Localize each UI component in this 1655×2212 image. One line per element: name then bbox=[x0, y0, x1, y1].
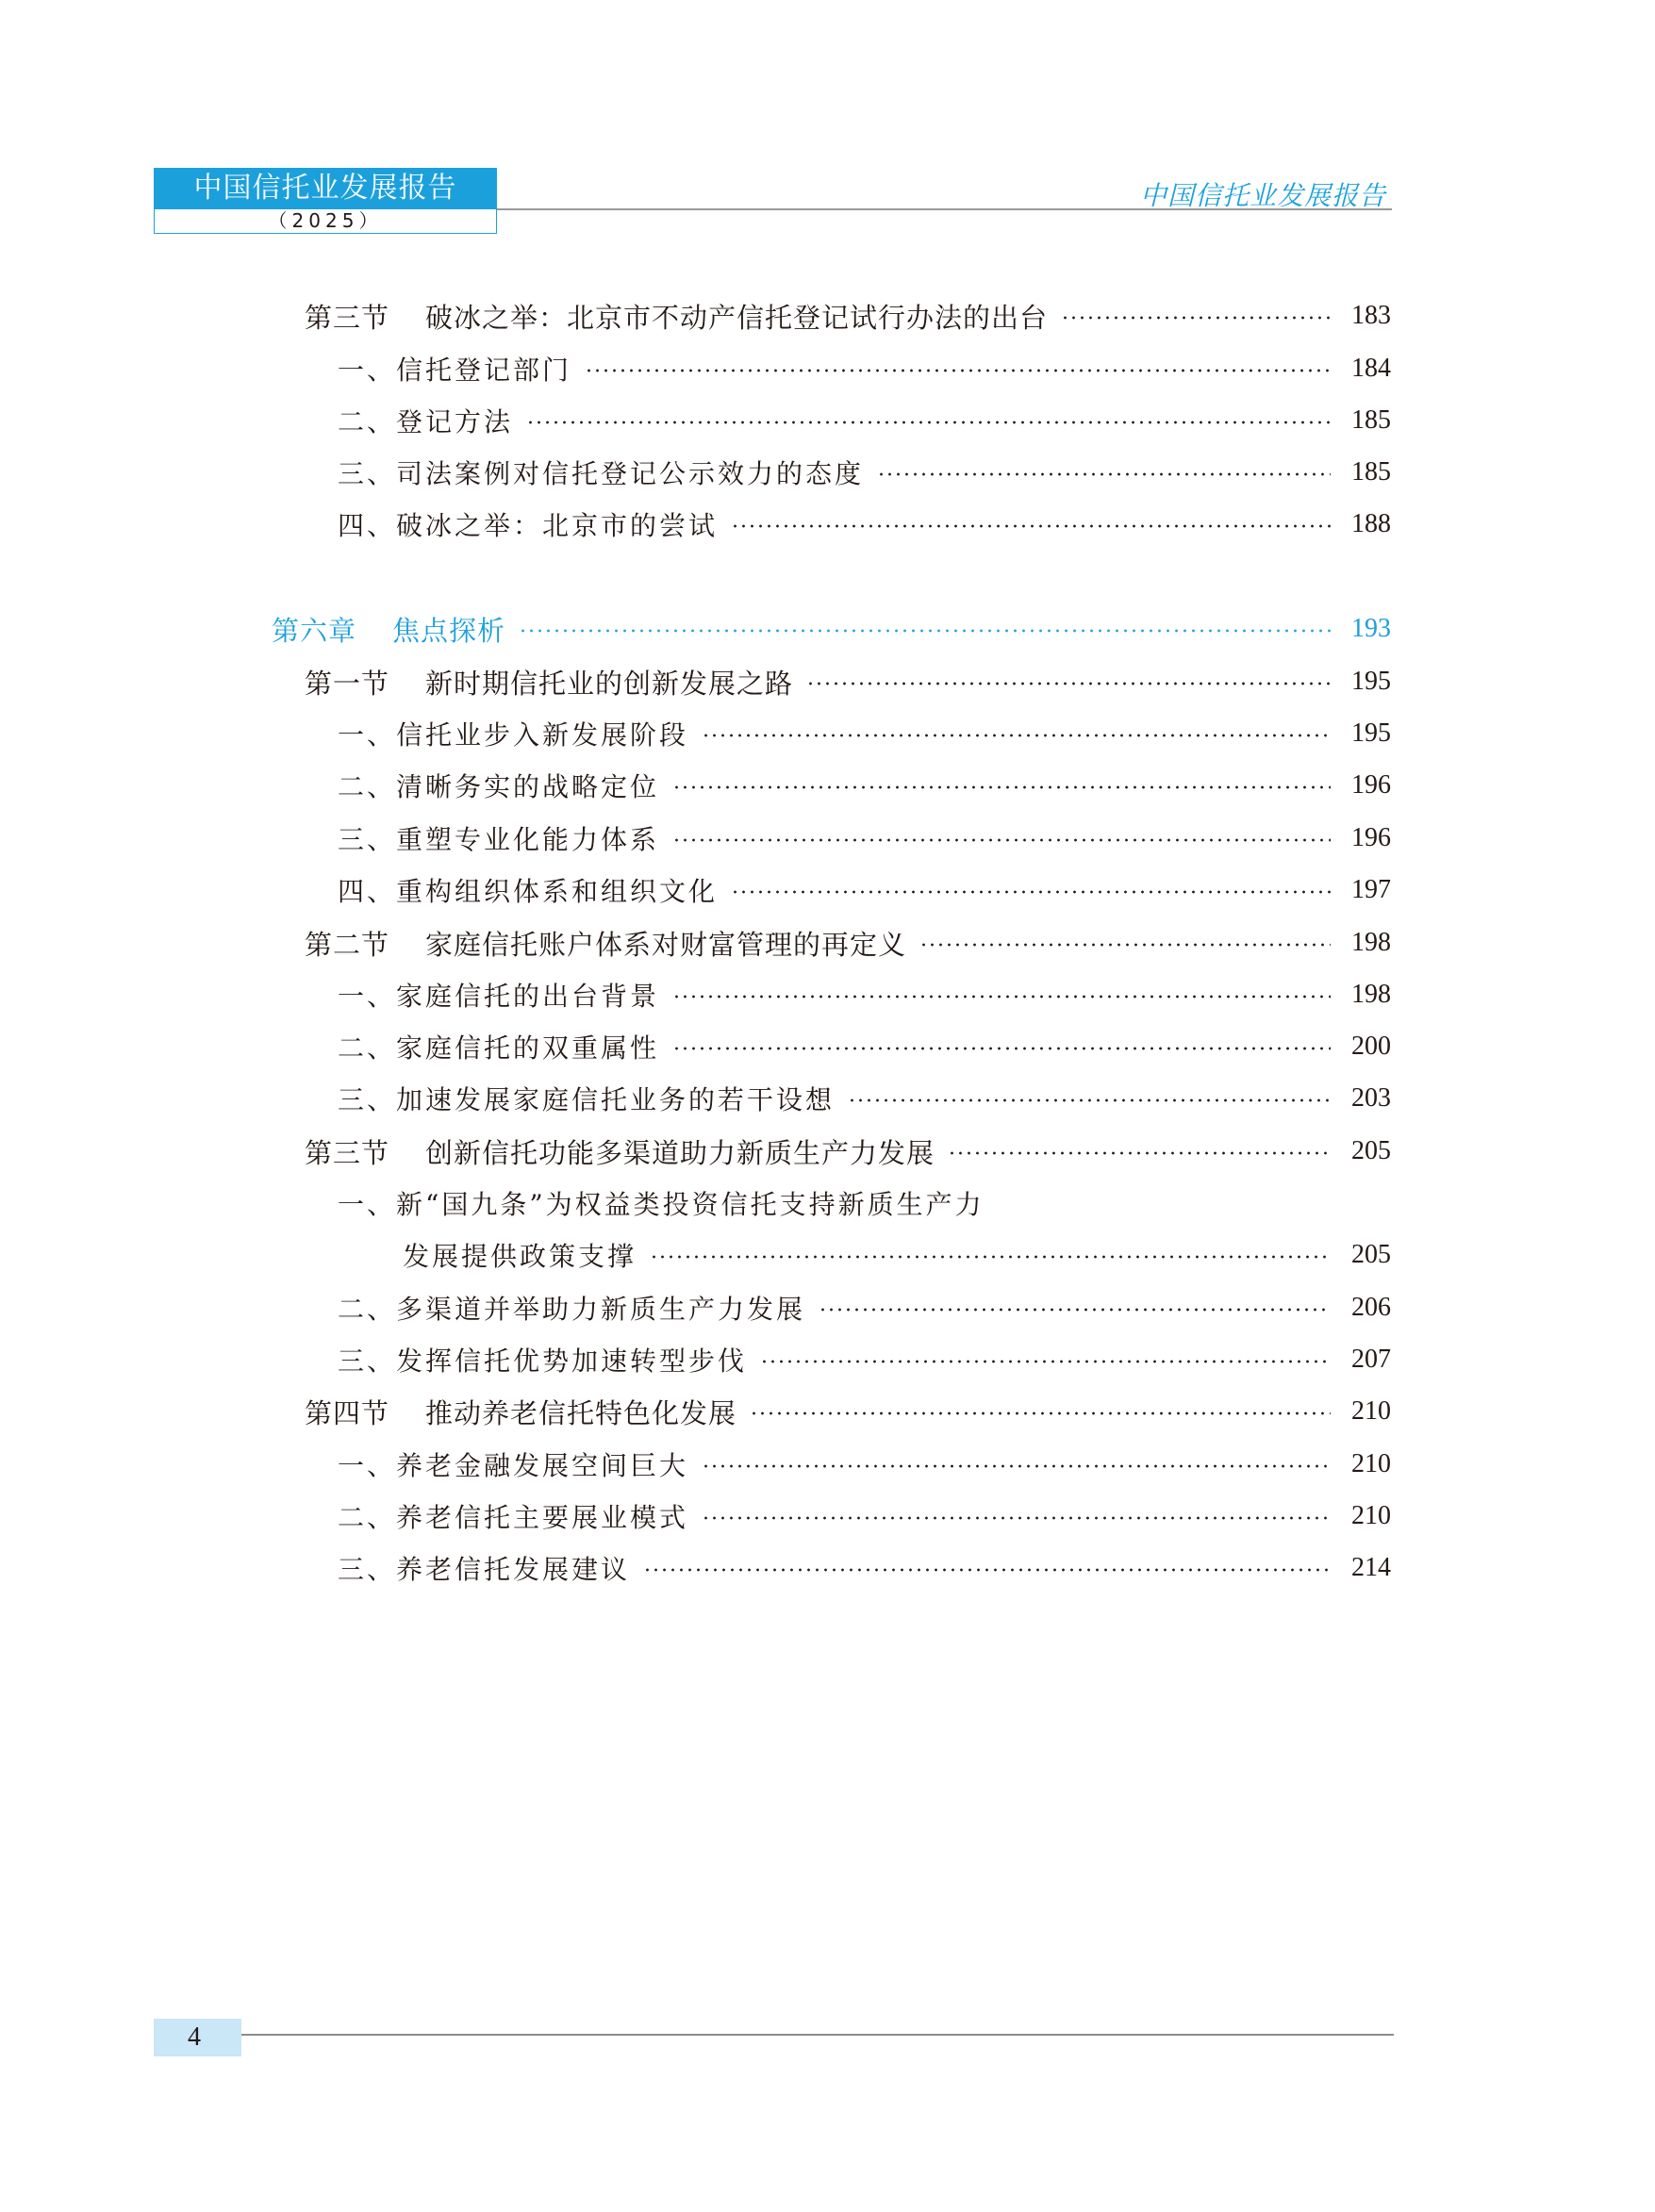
dot-leader bbox=[731, 890, 1331, 894]
toc-page-number: 195 bbox=[1351, 667, 1391, 696]
toc-page-number: 203 bbox=[1351, 1083, 1391, 1113]
toc-entry-text: 二、登记方法 bbox=[338, 406, 514, 437]
toc-entry-number: 第三节 bbox=[305, 301, 390, 334]
dot-leader bbox=[672, 785, 1331, 789]
toc-entry-text: 新时期信托业的创新发展之路 bbox=[425, 667, 794, 700]
dot-leader bbox=[585, 369, 1331, 372]
toc-entry-text: 焦点探析 bbox=[392, 614, 506, 647]
toc-entry-title bbox=[338, 819, 659, 857]
toc-entry-title bbox=[338, 767, 659, 804]
toc-entry-text: 推动养老信托特色化发展 bbox=[425, 1396, 737, 1429]
dot-leader bbox=[919, 943, 1331, 947]
toc-section[interactable] bbox=[305, 289, 1391, 342]
toc-entry-number: 第四节 bbox=[305, 1396, 390, 1429]
toc-entry[interactable] bbox=[338, 1020, 1391, 1073]
dot-leader bbox=[702, 1464, 1331, 1468]
toc-entry-text: 一、信托登记部门 bbox=[338, 355, 572, 386]
toc-page-number: 205 bbox=[1351, 1240, 1391, 1269]
toc-entry[interactable] bbox=[338, 446, 1391, 499]
dot-leader bbox=[848, 1098, 1331, 1102]
toc-entry[interactable] bbox=[338, 394, 1391, 447]
toc-entry-text: 三、加速发展家庭信托业务的若干设想 bbox=[338, 1084, 836, 1115]
toc-entry-number: 第三节 bbox=[305, 1136, 390, 1169]
toc-entry-text: 三、养老信托发展建议 bbox=[338, 1554, 631, 1585]
toc-page-number: 206 bbox=[1351, 1293, 1391, 1322]
toc-entry-title bbox=[305, 924, 906, 963]
toc-entry-title bbox=[305, 1132, 935, 1171]
dot-leader bbox=[948, 1151, 1331, 1155]
toc-entry-title bbox=[338, 1184, 985, 1222]
toc-page-number: 210 bbox=[1351, 1396, 1391, 1426]
dot-leader bbox=[760, 1360, 1331, 1363]
toc-entry-title bbox=[338, 1497, 688, 1535]
toc-entry[interactable] bbox=[338, 342, 1391, 395]
toc-entry-number: 第六章 bbox=[272, 614, 357, 647]
toc-entry-title bbox=[338, 1549, 630, 1587]
toc-page-number: 205 bbox=[1351, 1136, 1391, 1165]
toc-section[interactable] bbox=[305, 916, 1391, 969]
dot-leader bbox=[526, 421, 1331, 424]
dot-leader bbox=[877, 472, 1331, 476]
toc-entry-text: 家庭信托账户体系对财富管理的再定义 bbox=[425, 928, 907, 961]
footer-rule bbox=[241, 2034, 1394, 2036]
dot-leader bbox=[731, 524, 1331, 528]
toc-entry-title bbox=[305, 297, 1048, 336]
toc-page-number: 197 bbox=[1351, 875, 1391, 904]
toc-entry[interactable] bbox=[338, 812, 1391, 865]
toc-entry-title bbox=[338, 1341, 747, 1378]
toc-page-number: 196 bbox=[1351, 770, 1391, 800]
toc-entry[interactable] bbox=[338, 1542, 1391, 1594]
toc-entry-title bbox=[338, 454, 864, 491]
header-year-box: （2025） bbox=[154, 209, 497, 234]
toc-entry-text: 一、信托业步入新发展阶段 bbox=[338, 719, 689, 751]
toc-entry-text: 二、养老信托主要展业模式 bbox=[338, 1502, 689, 1533]
dot-leader bbox=[650, 1255, 1331, 1259]
toc-entry-text: 创新信托功能多渠道助力新质生产力发展 bbox=[425, 1136, 935, 1169]
toc-page-number: 196 bbox=[1351, 823, 1391, 852]
toc-entry-number: 第二节 bbox=[305, 928, 390, 961]
toc-page-number: 188 bbox=[1351, 509, 1391, 538]
toc-page-number: 193 bbox=[1351, 614, 1391, 643]
toc-entry[interactable] bbox=[338, 1281, 1391, 1334]
toc-entry-text: 发展提供政策支撑 bbox=[403, 1241, 637, 1272]
dot-leader bbox=[702, 734, 1331, 737]
dot-leader bbox=[519, 629, 1331, 633]
toc-entry-title bbox=[338, 505, 718, 543]
toc-page-number: 183 bbox=[1351, 301, 1391, 330]
toc-entry-text: 破冰之举：北京市不动产信托登记试行办法的出台 bbox=[425, 301, 1049, 334]
toc-entry[interactable] bbox=[338, 1333, 1391, 1386]
toc-entry-title bbox=[338, 1080, 835, 1117]
toc-entry-title bbox=[338, 871, 718, 909]
toc-entry-number: 第一节 bbox=[305, 667, 390, 700]
running-title: 中国信托业发展报告 bbox=[1139, 180, 1386, 211]
toc-page-number: 207 bbox=[1351, 1345, 1391, 1374]
toc-entry-text: 二、清晰务实的战略定位 bbox=[338, 771, 660, 802]
dot-leader bbox=[672, 995, 1331, 999]
toc-entry[interactable] bbox=[338, 1438, 1391, 1491]
toc-page-number: 198 bbox=[1351, 980, 1391, 1009]
toc-entry-text: 一、新“国九条”为权益类投资信托支持新质生产力 bbox=[338, 1189, 985, 1220]
toc-entry-title bbox=[338, 976, 659, 1014]
header-title-box: 中国信托业发展报告 bbox=[154, 168, 497, 209]
toc-entry[interactable] bbox=[338, 498, 1391, 551]
toc-page-number: 200 bbox=[1351, 1032, 1391, 1061]
toc-page-number: 214 bbox=[1351, 1553, 1391, 1582]
toc-entry[interactable] bbox=[403, 1229, 1391, 1281]
toc-page-number: 198 bbox=[1351, 928, 1391, 957]
dot-leader bbox=[672, 1047, 1331, 1050]
toc-entry-text: 三、发挥信托优势加速转型步伐 bbox=[338, 1345, 748, 1377]
toc-entry[interactable] bbox=[338, 1490, 1391, 1543]
toc-entry-text: 三、重塑专业化能力体系 bbox=[338, 824, 660, 855]
page-number-box: 4 bbox=[154, 2019, 241, 2056]
toc-entry[interactable] bbox=[338, 1177, 985, 1230]
toc-page-number: 195 bbox=[1351, 718, 1391, 748]
toc-entry-text: 一、养老金融发展空间巨大 bbox=[338, 1450, 689, 1481]
toc-section[interactable] bbox=[305, 1385, 1391, 1438]
toc-entry[interactable] bbox=[338, 707, 1391, 760]
toc-page-number: 184 bbox=[1351, 354, 1391, 383]
toc-entry-title bbox=[305, 1393, 736, 1431]
toc-page-number: 185 bbox=[1351, 457, 1391, 487]
toc-entry-text: 四、重构组织体系和组织文化 bbox=[338, 876, 719, 907]
toc-page-number: 185 bbox=[1351, 405, 1391, 435]
toc-entry-text: 四、破冰之举：北京市的尝试 bbox=[338, 510, 719, 541]
toc-page-number: 210 bbox=[1351, 1501, 1391, 1530]
dot-leader bbox=[672, 838, 1331, 842]
dot-leader bbox=[806, 682, 1331, 685]
toc-section[interactable] bbox=[305, 1125, 1391, 1178]
dot-leader bbox=[819, 1308, 1331, 1312]
toc-entry-title bbox=[338, 1445, 688, 1483]
toc-entry-title bbox=[403, 1236, 637, 1274]
toc-entry-title bbox=[338, 350, 571, 388]
toc-entry-text: 二、家庭信托的双重属性 bbox=[338, 1032, 660, 1064]
toc-entry[interactable] bbox=[338, 968, 1391, 1021]
dot-leader bbox=[702, 1516, 1331, 1520]
toc-entry-text: 二、多渠道并举助力新质生产力发展 bbox=[338, 1294, 806, 1325]
dot-leader bbox=[643, 1568, 1331, 1572]
toc-entry[interactable] bbox=[338, 864, 1391, 916]
toc-chapter[interactable] bbox=[272, 603, 1391, 655]
toc-entry-title bbox=[338, 402, 513, 439]
toc-entry-text: 三、司法案例对信托登记公示效力的态度 bbox=[338, 458, 865, 489]
toc-entry-title bbox=[338, 715, 688, 752]
toc-page-number: 210 bbox=[1351, 1449, 1391, 1478]
toc-entry[interactable] bbox=[338, 1072, 1391, 1125]
dot-leader bbox=[1061, 316, 1331, 320]
dot-leader bbox=[750, 1411, 1331, 1415]
toc-entry-text: 一、家庭信托的出台背景 bbox=[338, 981, 660, 1012]
toc-entry-title bbox=[272, 610, 505, 649]
toc-entry-title bbox=[338, 1028, 659, 1065]
toc-entry-title bbox=[338, 1289, 805, 1327]
toc-entry-title bbox=[305, 663, 793, 702]
toc-section[interactable] bbox=[305, 655, 1391, 708]
toc-entry[interactable] bbox=[338, 759, 1391, 812]
